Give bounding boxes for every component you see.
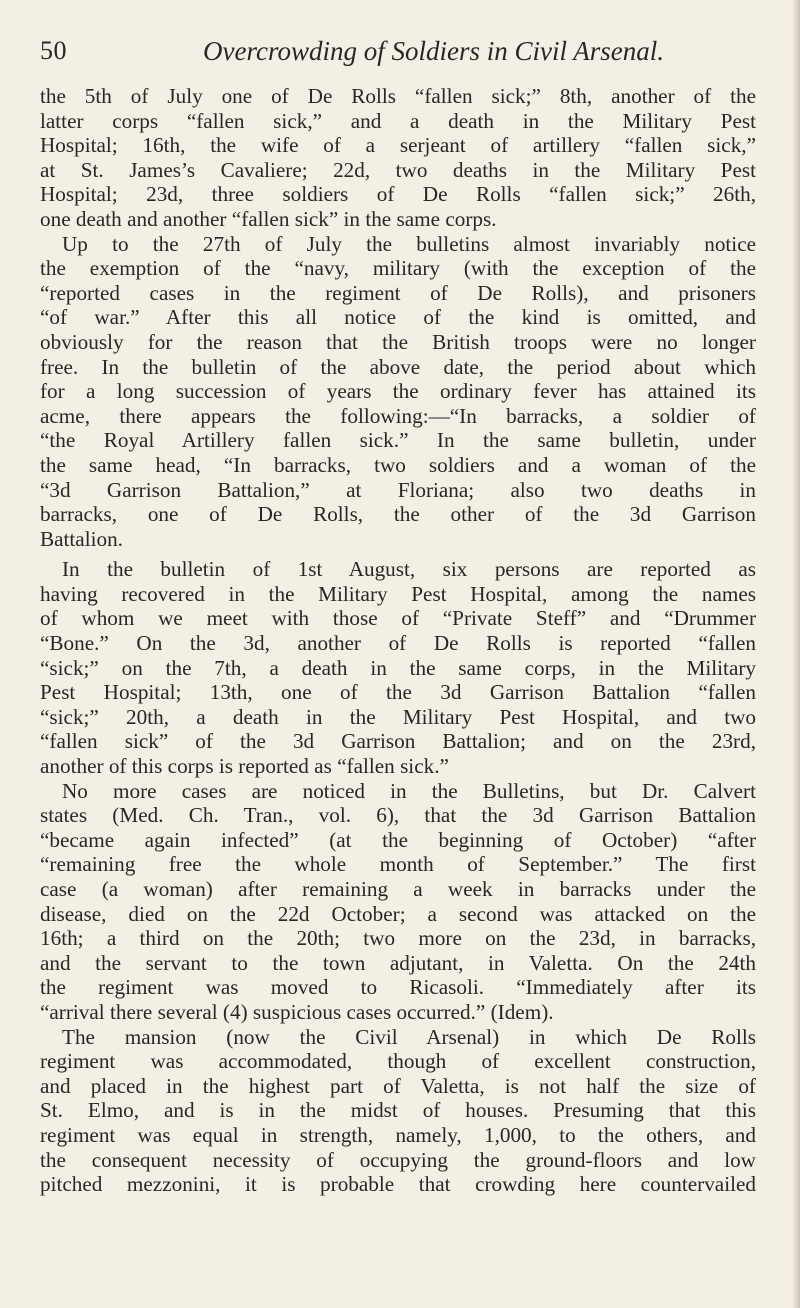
- text-line: the exemption of the “navy, military (with the exception of the: [40, 256, 756, 281]
- text-line: the consequent necessity of occupying the ground-floors and low: [40, 1147, 756, 1172]
- text-line: regiment was accommodated, though of excellent construction,: [40, 1049, 756, 1074]
- text-line: No more cases are noticed in the Bulletins, but Dr. Calvert: [62, 778, 756, 803]
- text-line: St. Elmo, and is in the midst of houses. Presuming that this: [40, 1098, 756, 1123]
- paragraph: [40, 1025, 756, 1197]
- text-line: 16th; a third on the 20th; two more on the 23d, in barracks,: [40, 926, 756, 951]
- paragraph: [40, 779, 756, 1025]
- page-number: 50: [40, 36, 67, 65]
- text-line: Pest Hospital; 13th, one of the 3d Garrison Battalion “fallen: [40, 680, 756, 705]
- text-line: The mansion (now the Civil Arsenal) in which De Rolls: [62, 1024, 756, 1049]
- text-line: having recovered in the Military Pest Hospital, among the names: [40, 581, 756, 606]
- text-line: the 5th of July one of De Rolls “fallen sick;” 8th, another of the: [40, 84, 756, 108]
- text-line: “Bone.” On the 3d, another of De Rolls is reported “fallen: [40, 631, 756, 656]
- text-line: pitched mezzonini, it is probable that crowding here countervailed: [40, 1172, 756, 1197]
- text-line: obviously for the reason that the British troops were no longer: [40, 329, 756, 354]
- text-line: free. In the bulletin of the above date, the period about which: [40, 354, 756, 379]
- text-line: for a long succession of years the ordinary fever has attained its: [40, 379, 756, 404]
- text-line: “reported cases in the regiment of De Rolls), and prisoners: [40, 280, 756, 305]
- text-line: barracks, one of De Rolls, the other of the 3d Garrison: [40, 502, 756, 527]
- text-line: “remaining free the whole month of September.” The first: [40, 852, 756, 877]
- paragraph: [40, 232, 756, 552]
- text-line: another of this corps is reported as “fallen sick.”: [40, 754, 449, 779]
- text-line: “the Royal Artillery fallen sick.” In the same bulletin, under: [40, 428, 756, 453]
- text-line: disease, died on the 22d October; a second was attacked on the: [40, 901, 756, 926]
- text-line: case (a woman) after remaining a week in barracks under the: [40, 877, 756, 901]
- paragraph: [40, 84, 756, 232]
- text-line: acme, there appears the following:—“In barracks, a soldier of: [40, 403, 756, 428]
- page-edge-shadow: [792, 0, 800, 1308]
- text-line: “sick;” 20th, a death in the Military Pest Hospital, and two: [40, 704, 756, 729]
- text-line: “3d Garrison Battalion,” at Floriana; also two deaths in: [40, 477, 756, 502]
- running-title: Overcrowding of Soldiers in Civil Arsenal.: [203, 36, 664, 66]
- text-line: “sick;” on the 7th, a death in the same corps, in the Military: [40, 655, 756, 680]
- text-line: Up to the 27th of July the bulletins almost invariably notice: [62, 231, 756, 256]
- text-line: the regiment was moved to Ricasoli. “Immediately after its: [40, 975, 756, 1000]
- text-line: states (Med. Ch. Tran., vol. 6), that the 3d Garrison Battalion: [40, 803, 756, 828]
- text-line: one death and another “fallen sick” in the same corps.: [40, 206, 497, 231]
- text-line: and the servant to the town adjutant, in Valetta. On the 24th: [40, 950, 756, 975]
- text-line: In the bulletin of 1st August, six persons are reported as: [62, 557, 756, 582]
- paragraph: [40, 557, 756, 778]
- text-line: “became again infected” (at the beginning of October) “after: [40, 827, 756, 852]
- text-line: and placed in the highest part of Valetta, is not half the size of: [40, 1073, 756, 1098]
- text-line: “of war.” After this all notice of the kind is omitted, and: [40, 305, 756, 330]
- text-line: the same head, “In barracks, two soldiers and a woman of the: [40, 452, 756, 477]
- text-line: of whom we meet with those of “Private Steff” and “Drummer: [40, 606, 756, 631]
- text-line: at St. James’s Cavaliere; 22d, two deaths in the Military Pest: [40, 157, 756, 182]
- text-line: regiment was equal in strength, namely, 1,000, to the others, and: [40, 1122, 756, 1147]
- text-line: “arrival there several (4) suspicious cases occurred.” (Idem).: [40, 999, 554, 1024]
- page-header: [40, 36, 740, 76]
- text-line: Hospital; 16th, the wife of a serjeant of artillery “fallen sick,”: [40, 133, 756, 158]
- text-line: Hospital; 23d, three soldiers of De Rolls “fallen sick;” 26th,: [40, 182, 756, 207]
- text-line: Battalion.: [40, 526, 123, 551]
- body-text: [40, 84, 756, 1197]
- text-line: latter corps “fallen sick,” and a death in the Military Pest: [40, 108, 756, 133]
- text-line: “fallen sick” of the 3d Garrison Battalion; and on the 23rd,: [40, 729, 756, 754]
